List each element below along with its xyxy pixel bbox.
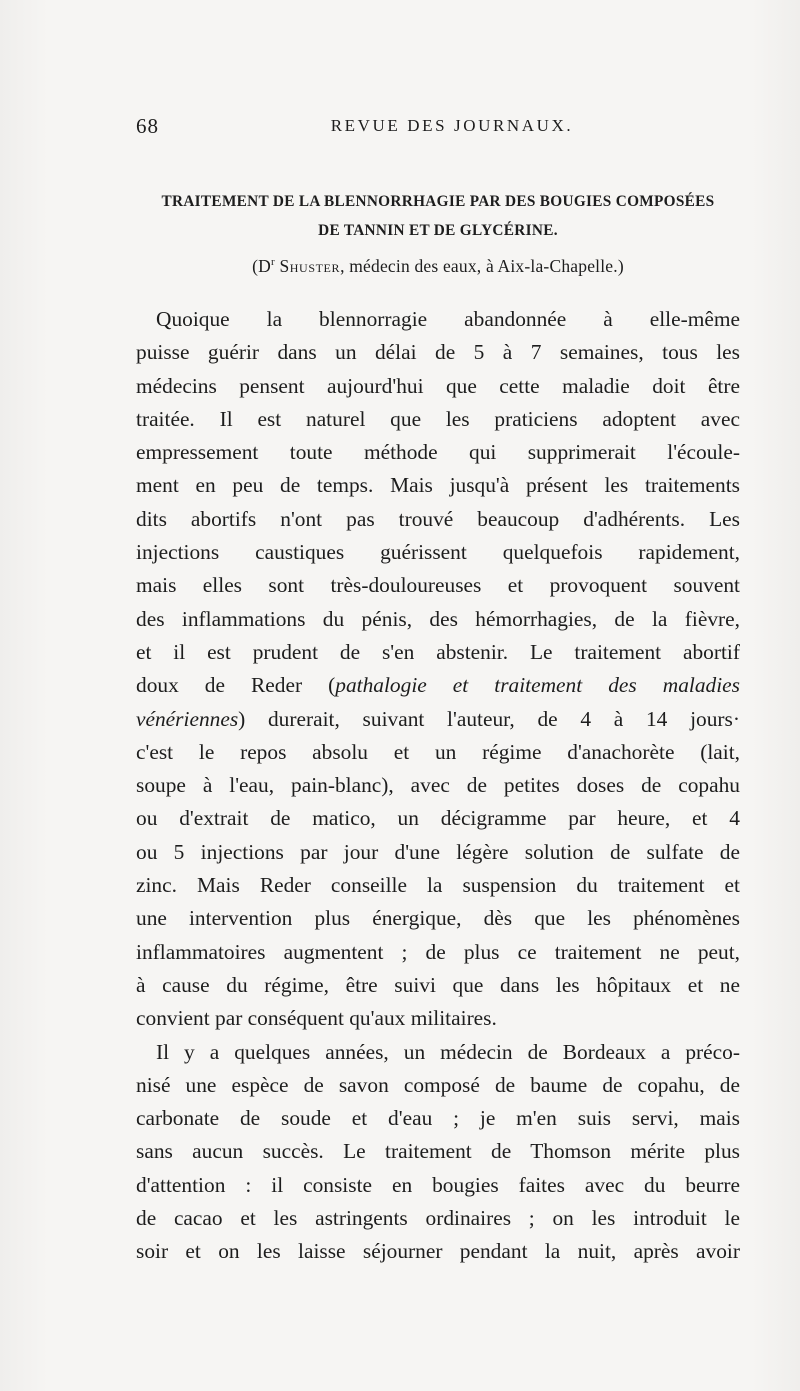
text-line: une intervention plus énergique, dès que les phénomènes: [136, 906, 740, 931]
text-line: des inflammations du pénis, des hémorrhagies, de la fièvre,: [136, 606, 740, 631]
text-line: carbonate de soude et d'eau ; je m'en suis servi, mais: [136, 1106, 740, 1131]
text-line: de cacao et les astringents ordinaires ; on les introduit le: [136, 1206, 740, 1231]
article-title-line: TRAITEMENT DE LA BLENNORRHAGIE PAR DES BOUGIES COMPOSÉES: [161, 193, 715, 210]
text-fragment: ) durerait, suivant l'auteur, de 4 à 14 jours·: [238, 706, 740, 731]
text-line: dits abortifs n'ont pas trouvé beaucoup d'adhérents. Les: [136, 506, 740, 531]
article-title: [136, 187, 740, 245]
text-line: inflammatoires augmentent ; de plus ce traitement ne peut,: [136, 939, 740, 964]
text-line: à cause du régime, être suivi que dans les hôpitaux et ne: [136, 972, 740, 997]
page-number: 68: [136, 114, 159, 138]
article-body: [136, 303, 740, 1269]
text-line: Il y a quelques années, un médecin de Bordeaux a préco-: [156, 1039, 740, 1064]
running-head: [136, 114, 740, 144]
text-fragment: doux de Reder (: [136, 673, 336, 698]
author-affiliation: , médecin des eaux, à Aix-la-Chapelle.): [340, 256, 624, 276]
author-name: Shuster: [279, 256, 341, 276]
italic-book-title: pathalogie et traitement des maladies: [335, 673, 740, 698]
text-line: zinc. Mais Reder conseille la suspension du traitement et: [136, 873, 740, 898]
text-line: nisé une espèce de savon composé de baume de copahu, de: [136, 1072, 740, 1097]
text-line-mixed: [136, 669, 740, 702]
text-line: ou 5 injections par jour d'une légère solution de sulfate de: [136, 839, 740, 864]
journal-title: REVUE DES JOURNAUX.: [330, 116, 574, 135]
text-line: empressement toute méthode qui supprimerait l'écoule-: [136, 440, 740, 465]
text-line: ou d'extrait de matico, un décigramme par heure, et 4: [136, 806, 740, 831]
text-line: et il est prudent de s'en abstenir. Le traitement abortif: [136, 639, 740, 664]
text-line: Quoique la blennorragie abandonnée à elle-même: [156, 307, 740, 331]
text-line: mais elles sont très-douloureuses et provoquent souvent: [136, 573, 740, 598]
text-line: c'est le repos absolu et un régime d'anachorète (lait,: [136, 739, 740, 764]
author-open: (D: [252, 256, 271, 276]
text-line: soupe à l'eau, pain-blanc), avec de petites doses de copahu: [136, 773, 740, 798]
text-line: soir et on les laisse séjourner pendant la nuit, après avoir: [136, 1239, 740, 1264]
text-line: traitée. Il est naturel que les praticiens adoptent avec: [136, 406, 740, 431]
text-line: médecins pensent aujourd'hui que cette maladie doit être: [136, 373, 740, 398]
text-line: injections caustiques guérissent quelquefois rapidement,: [136, 540, 740, 565]
article-title-line: DE TANNIN ET DE GLYCÉRINE.: [318, 222, 558, 239]
text-line: sans aucun succès. Le traitement de Thomson mérite plus: [136, 1139, 740, 1164]
text-line-mixed: [136, 703, 740, 736]
text-line: convient par conséquent qu'aux militaires.: [136, 1006, 497, 1031]
text-line: d'attention : il consiste en bougies faites avec du beurre: [136, 1172, 740, 1197]
author-attribution: [136, 256, 740, 277]
author-title-sup: r: [271, 256, 275, 269]
italic-book-title: vénériennes: [136, 706, 239, 731]
text-line: puisse guérir dans un délai de 5 à 7 semaines, tous les: [136, 340, 740, 365]
text-line: ment en peu de temps. Mais jusqu'à présent les traitements: [136, 473, 740, 498]
